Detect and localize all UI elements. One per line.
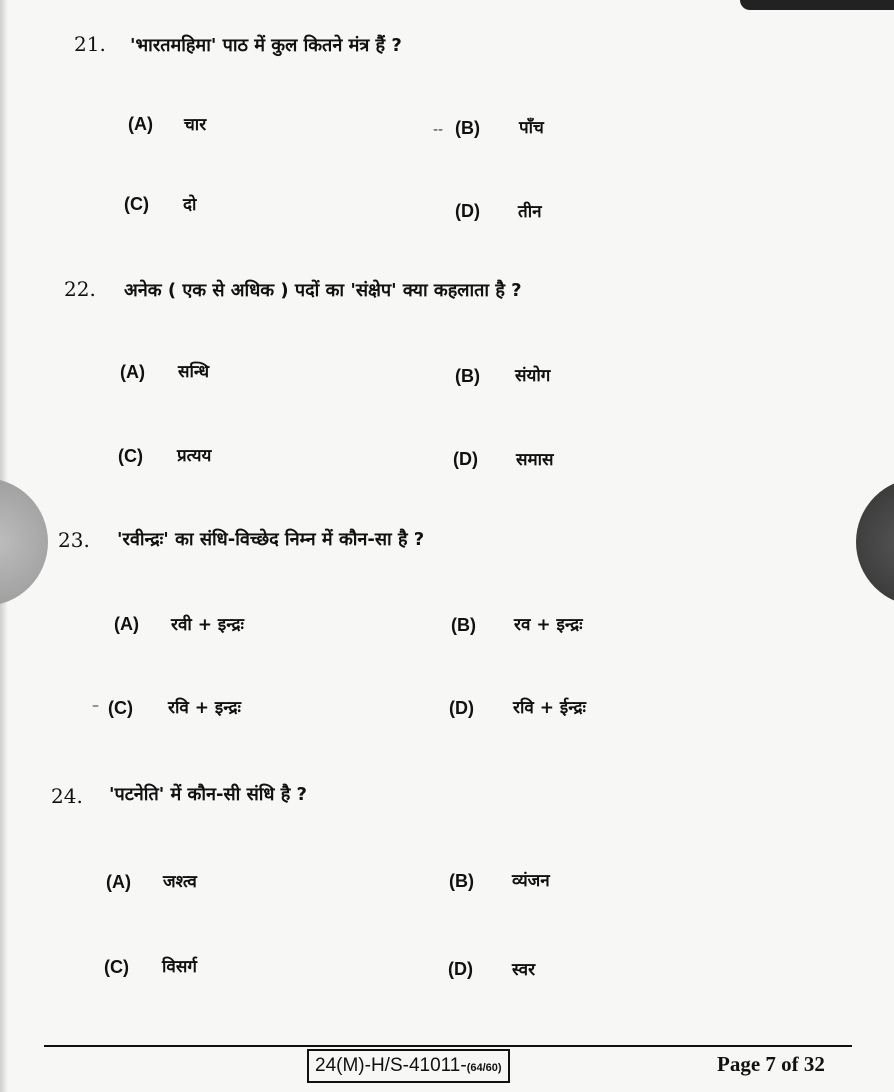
q21-option-d-label: (D) xyxy=(455,201,480,221)
q21-option-a-label: (A) xyxy=(128,114,153,134)
q22-option-b-label: (B) xyxy=(455,366,480,386)
q22-option-c-label: (C) xyxy=(118,446,143,466)
q21-option-c-text: दो xyxy=(183,195,197,215)
answer-tick-mark: – xyxy=(92,698,99,714)
paper-code-box xyxy=(307,1049,510,1083)
footer-rule xyxy=(44,1045,852,1047)
q24-option-c-label: (C) xyxy=(104,957,129,977)
q22-option-b-text: संयोग xyxy=(515,366,551,386)
question-22-text: अनेक ( एक से अधिक ) पदों का 'संक्षेप' क्या कहलाता है ? xyxy=(124,280,522,301)
q23-option-d-label: (D) xyxy=(449,698,474,718)
q23-option-a-label: (A) xyxy=(114,614,139,634)
page-number: Page 7 of 32 xyxy=(717,1052,825,1076)
q23-option-b-label: (B) xyxy=(451,615,476,635)
paper-code: 24(M)-H/S-41011- xyxy=(315,1055,467,1076)
question-24-number: 24. xyxy=(51,784,83,808)
answer-tick-mark: -- xyxy=(433,122,444,138)
question-23-number: 23. xyxy=(58,528,90,552)
q24-option-d-label: (D) xyxy=(448,959,473,979)
q21-option-a-text: चार xyxy=(184,115,207,135)
binding-hole-right xyxy=(856,478,894,606)
q23-option-d-text: रवि + ईन्द्रः xyxy=(513,698,586,718)
q22-option-d-text: समास xyxy=(516,450,554,470)
paper-code-suffix: (64/60) xyxy=(466,1062,502,1074)
q21-option-c-label: (C) xyxy=(124,194,149,214)
q21-option-b-label: (B) xyxy=(455,118,480,138)
q22-option-c-text: प्रत्यय xyxy=(177,446,212,466)
question-24-text: 'पटनेति' में कौन-सी संधि है ? xyxy=(109,784,308,805)
binding-hole-left xyxy=(0,478,48,606)
q23-option-b-text: रव + इन्द्रः xyxy=(514,615,583,635)
q21-option-b-text: पाँच xyxy=(519,118,544,138)
q24-option-d-text: स्वर xyxy=(512,960,536,980)
q24-option-c-text: विसर्ग xyxy=(162,957,197,977)
q23-option-c-label: (C) xyxy=(108,698,133,718)
q24-option-a-text: जश्त्व xyxy=(163,872,197,892)
question-21-text: 'भारतमहिमा' पाठ में कुल कितने मंत्र हैं ? xyxy=(130,35,402,56)
q22-option-a-text: सन्धि xyxy=(178,362,210,382)
question-22-number: 22. xyxy=(64,277,96,301)
q22-option-d-label: (D) xyxy=(453,449,478,469)
q24-option-b-label: (B) xyxy=(449,871,474,891)
q22-option-a-label: (A) xyxy=(120,362,145,382)
q21-option-d-text: तीन xyxy=(518,202,542,222)
question-21-number: 21. xyxy=(74,32,106,56)
q24-option-a-label: (A) xyxy=(106,872,131,892)
q23-option-c-text: रवि + इन्द्रः xyxy=(168,698,241,718)
q23-option-a-text: रवी + इन्द्रः xyxy=(171,615,244,635)
q24-option-b-text: व्यंजन xyxy=(512,871,550,891)
question-23-text: 'रवीन्द्रः' का संधि-विच्छेद निम्न में कौन-सा है ? xyxy=(117,529,425,550)
page-top-edge xyxy=(740,0,894,10)
